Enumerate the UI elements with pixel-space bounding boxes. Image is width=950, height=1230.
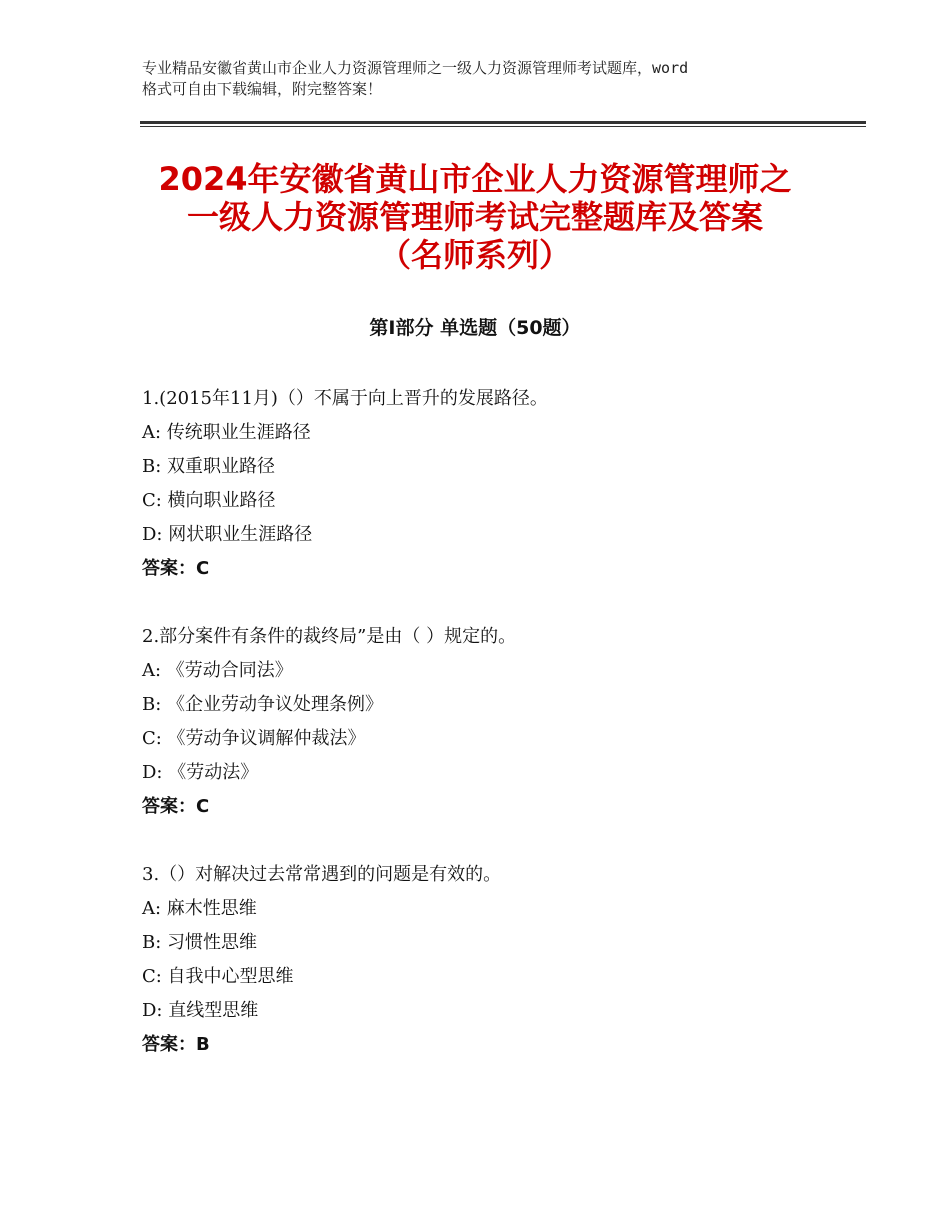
section-heading: 第Ⅰ部分 单选题（50题） [369, 317, 581, 339]
question-stem: 3.（）对解决过去常常遇到的问题是有效的。 [142, 864, 502, 885]
answer-line: 答案：C [142, 558, 210, 579]
option-d: D: 直线型思维 [142, 1000, 259, 1021]
option-d: D: 网状职业生涯路径 [142, 524, 313, 545]
option-b: B: 《企业劳动争议处理条例》 [142, 694, 384, 715]
title-line-3: （名师系列） [378, 236, 571, 274]
question-list [142, 382, 862, 1096]
question-3 [142, 858, 862, 1062]
question-1 [142, 382, 862, 586]
option-c: C: 横向职业路径 [142, 490, 276, 511]
header-divider-thick [140, 121, 866, 124]
option-b: B: 习惯性思维 [142, 932, 258, 953]
option-c: C: 《劳动争议调解仲裁法》 [142, 728, 366, 749]
question-stem: 1.(2015年11月)（）不属于向上晋升的发展路径。 [142, 388, 548, 409]
option-b: B: 双重职业路径 [142, 456, 276, 477]
answer-line: 答案：B [142, 1034, 210, 1055]
question-stem: 2.部分案件有条件的裁终局”是由（ ）规定的。 [142, 626, 517, 647]
question-2 [142, 620, 862, 824]
title-line-2: 一级人力资源管理师考试完整题库及答案 [186, 198, 763, 236]
option-a: A: 《劳动合同法》 [142, 660, 293, 681]
title-line-1: 2024年安徽省黄山市企业人力资源管理师之 [158, 160, 792, 198]
option-a: A: 麻木性思维 [142, 898, 257, 919]
header-note-line-2: 格式可自由下载编辑，附完整答案！ [142, 80, 383, 98]
answer-line: 答案：C [142, 796, 210, 817]
header-divider-thin [140, 126, 866, 127]
header-note-line-1: 专业精品安徽省黄山市企业人力资源管理师之一级人力资源管理师考试题库，word [142, 59, 689, 77]
document-title [100, 160, 850, 274]
option-a: A: 传统职业生涯路径 [142, 422, 311, 443]
option-d: D: 《劳动法》 [142, 762, 259, 783]
header-note [142, 58, 822, 100]
option-c: C: 自我中心型思维 [142, 966, 294, 987]
